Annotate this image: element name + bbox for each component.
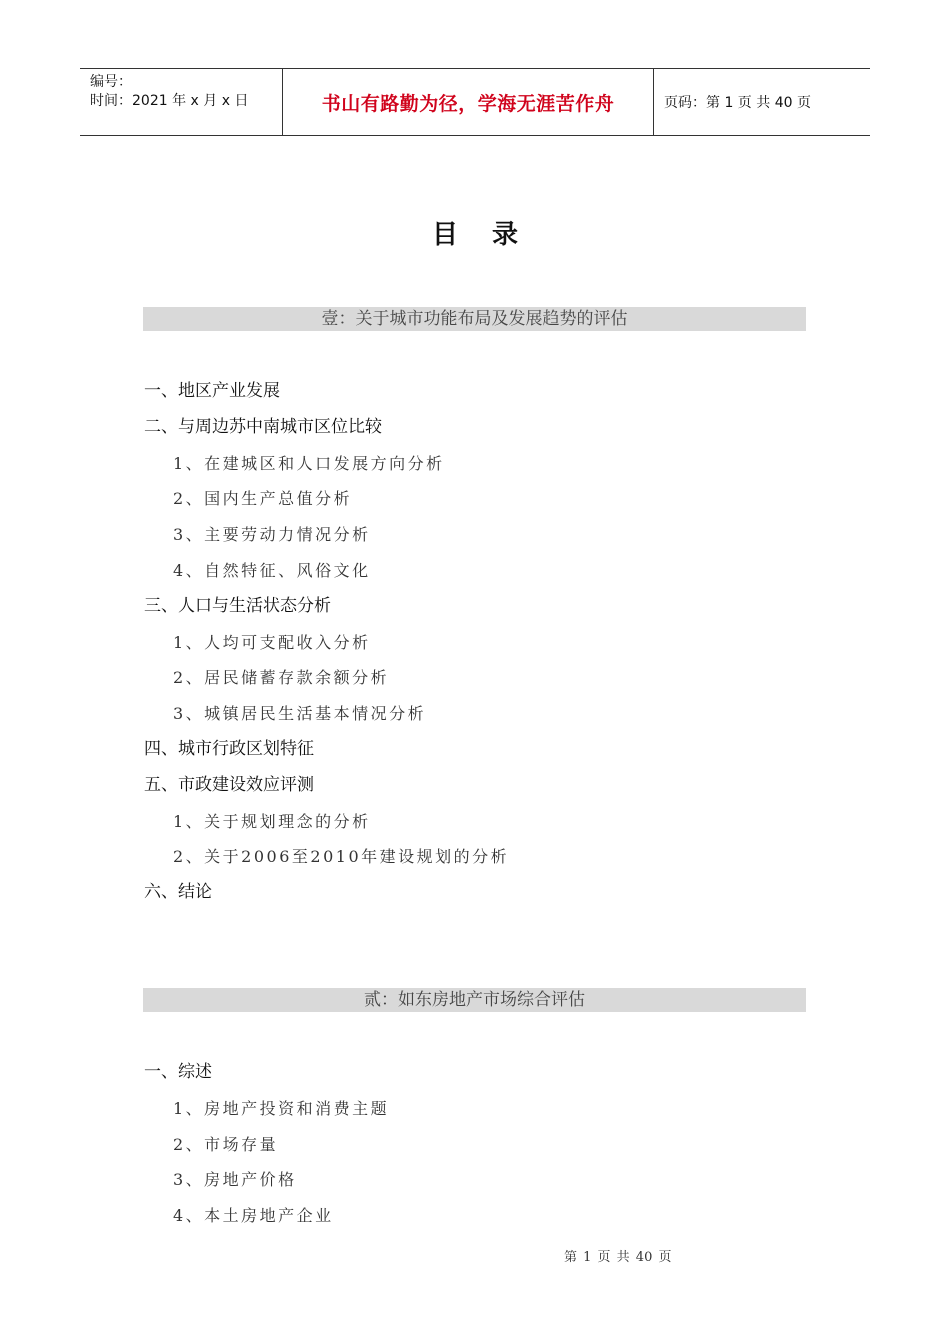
toc-list-section-1: [144, 374, 509, 911]
toc-subentry: 2、关于2006至2010年建设规划的分析: [173, 847, 510, 867]
page-footer: 第 1 页 共 40 页: [564, 1250, 672, 1265]
section-heading-2: 贰：如东房地产市场综合评估: [143, 988, 806, 1012]
toc-subentry: 3、主要劳动力情况分析: [173, 525, 371, 545]
header-motto: 书山有路勤为径，学海无涯苦作舟: [282, 69, 654, 135]
toc-entry: 一、地区产业发展: [144, 381, 280, 401]
toc-subentry: 3、城镇居民生活基本情况分析: [173, 704, 427, 724]
header-meta: [80, 69, 282, 135]
toc-entry: 六、结论: [144, 882, 212, 903]
toc-entry: 三、人口与生活状态分析: [144, 595, 331, 616]
toc-subentry: 1、房地产投资和消费主题: [173, 1098, 390, 1118]
toc-entry: 一、综述: [144, 1062, 212, 1082]
section-heading-1: 壹：关于城市功能布局及发展趋势的评估: [143, 307, 806, 331]
toc-list-section-2: [144, 1055, 389, 1234]
time-label: 时间：2021 年 x 月 x 日: [90, 93, 249, 109]
toc-entry: 二、与周边苏中南城市区位比较: [144, 416, 382, 437]
toc-entry: 四、城市行政区划特征: [144, 738, 314, 759]
document-header: [80, 68, 870, 136]
header-page-info: 页码：第 1 页 共 40 页: [664, 95, 811, 111]
toc-subentry: 2、居民储蓄存款余额分析: [173, 668, 390, 688]
toc-subentry: 2、国内生产总值分析: [173, 489, 353, 509]
toc-subentry: 3、房地产价格: [173, 1170, 297, 1190]
toc-subentry: 1、关于规划理念的分析: [173, 811, 371, 831]
toc-entry: 五、市政建设效应评测: [144, 774, 314, 795]
number-label: 编号：: [90, 74, 132, 90]
toc-subentry: 1、在建城区和人口发展方向分析: [173, 453, 445, 473]
toc-subentry: 1、人均可支配收入分析: [173, 632, 371, 652]
toc-subentry: 2、市场存量: [173, 1134, 279, 1154]
toc-subentry: 4、本土房地产企业: [173, 1206, 334, 1226]
page-title: 目录: [431, 220, 552, 250]
toc-subentry: 4、自然特征、风俗文化: [173, 560, 371, 580]
